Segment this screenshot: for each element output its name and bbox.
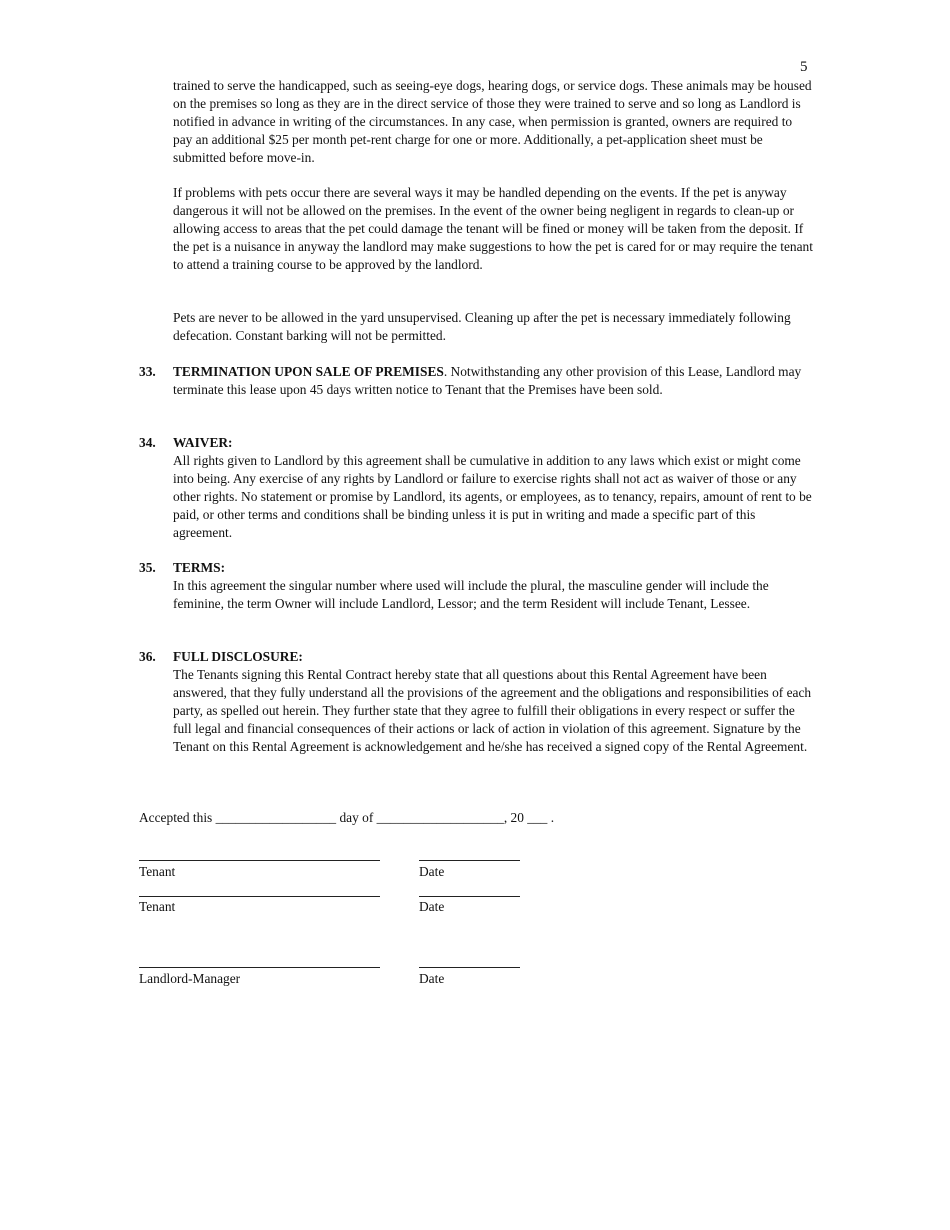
clause-text: All rights given to Landlord by this agreement shall be cumulative in addition to any laws which exist or might come into being. Any exercise of any rights by Landlord or failure to exercise rights shall not act as waiver of those or any other rights. No statement or promise by Landlord, its agents, or employees, as to tenancy, repairs, amount of rent to be paid, or other terms and conditions shall be binding unless it is put in writing and made a specific part of this agreement. (173, 452, 812, 540)
pet-service-animals-paragraph: trained to serve the handicapped, such as seeing-eye dogs, hearing dogs, or service dogs. These animals may be housed on the premises so long as they are in the direct service of those they were trained to serve and so long as Landlord is notified in advance in writing of the circumstances. In any case, when permission is granted, owners are required to pay an additional $25 per month pet-rent charge for one or more. Additionally, a pet-application sheet must be submitted before move-in. (173, 78, 812, 165)
clause-number: 33. (139, 364, 156, 379)
landlord-signature-line[interactable] (139, 967, 380, 968)
tenant-label: Tenant (139, 899, 176, 914)
tenant-signature-line[interactable] (139, 860, 380, 861)
clause-number: 34. (139, 435, 156, 450)
tenant-signature-line[interactable] (139, 896, 380, 897)
clause-text: In this agreement the singular number where used will include the plural, the masculine gender will include the feminine, the term Owner will include Landlord, Lessor; and the term Resident will include Tenant, Lessee. (173, 577, 769, 611)
tenant-label: Tenant (139, 864, 176, 879)
clause-text: . Notwithstanding any other provision of this Lease, Landlord may terminate this lease upon 45 days written notice to Tenant that the Premises have been sold. (173, 364, 802, 397)
page-number: 5 (800, 59, 808, 75)
landlord-date-label: Date (419, 971, 445, 986)
tenant-date-label: Date (419, 864, 445, 879)
tenant-date-label: Date (419, 899, 445, 914)
landlord-date-line[interactable] (419, 967, 520, 968)
clause-number: 36. (139, 649, 156, 664)
tenant-date-line[interactable] (419, 860, 520, 861)
pet-problems-paragraph: If problems with pets occur there are several ways it may be handled depending on the events. If the pet is anyway dangerous it will not be allowed on the premises. In the event of the owner being negligent in regards to clean-up or allowing access to areas that the pet could damage the tenant will be fined or money will be taken from the deposit. If the pet is a nuisance in anyway the landlord may make suggestions to how the pet is cared for or may require the tenant to attend a training course to be approved by the landlord. (173, 185, 813, 272)
clause-text: The Tenants signing this Rental Contract hereby state that all questions about this Rental Agreement have been answered, that they fully understand all the provisions of the agreement and the obligations and responsibilities of each party, as spelled out herein. They further state that they agree to fulfill their obligations in every respect or suffer the full legal and financial consequences of their actions or lack of action in violation of this agreement. Signature by the Tenant on this Rental Agreement is acknowledgement and he/she has received a signed copy of the Rental Agreement. (173, 666, 812, 754)
clause-number: 35. (139, 560, 156, 575)
pet-yard-paragraph: Pets are never to be allowed in the yard unsupervised. Cleaning up after the pet is necessary immediately following defecation. Constant barking will not be permitted. (173, 310, 791, 343)
clause-heading: WAIVER: (173, 435, 233, 450)
clause-body (173, 363, 813, 399)
tenant-date-line[interactable] (419, 896, 520, 897)
clause-heading: TERMS: (173, 560, 226, 575)
acceptance-line[interactable]: Accepted this __________________ day of ___________________, 20 ___ . (139, 810, 555, 825)
clause-body (173, 559, 813, 613)
clause-body (173, 648, 813, 755)
landlord-manager-label: Landlord-Manager (139, 971, 241, 986)
clause-heading: FULL DISCLOSURE: (173, 649, 303, 664)
clause-body (173, 434, 813, 541)
clause-heading: TERMINATION UPON SALE OF PREMISES (173, 364, 444, 379)
